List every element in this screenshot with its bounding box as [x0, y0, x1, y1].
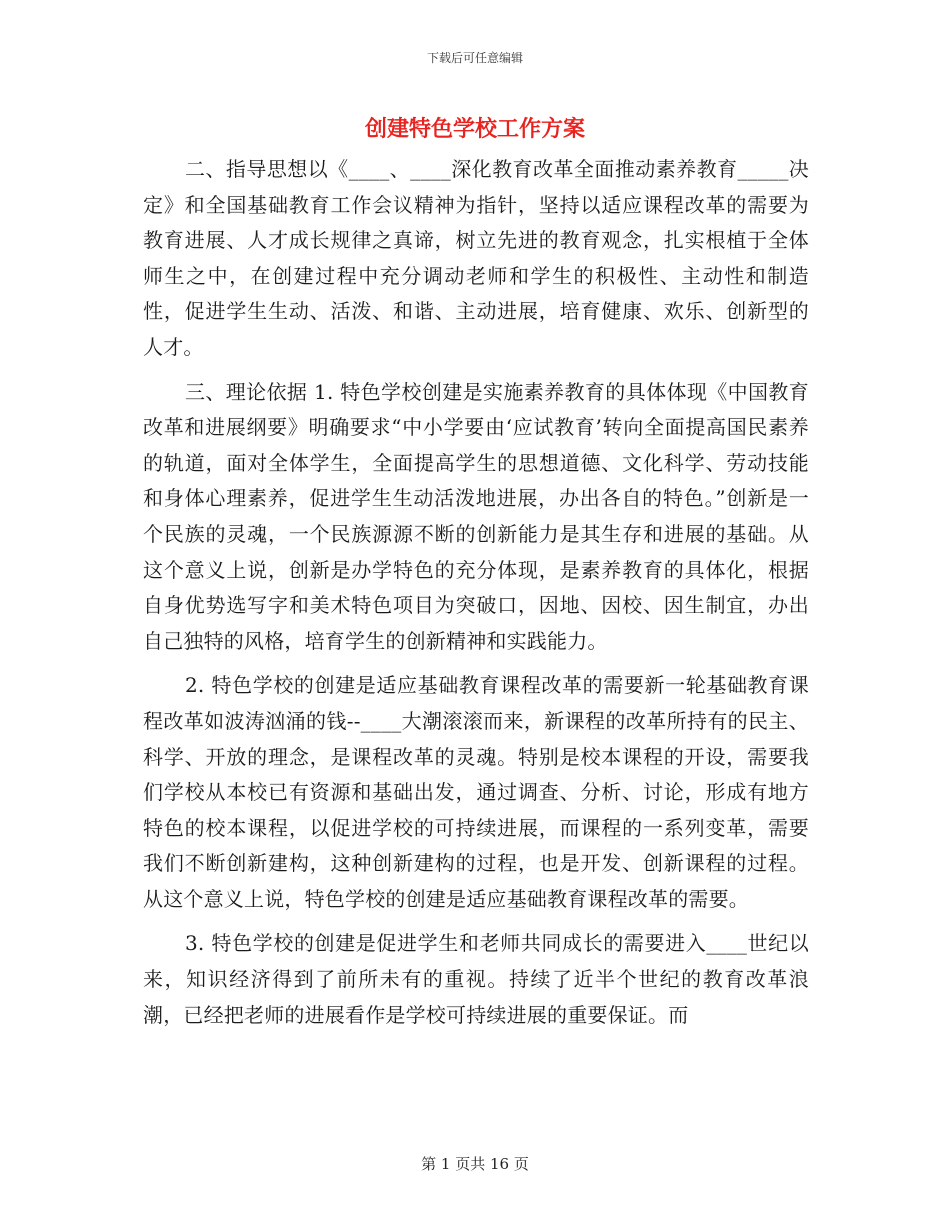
paragraph-guiding-ideology: 二、指导思想以《____、____深化教育改革全面推动素养教育_____决定》和全国基础教育工作会议精神为指针，坚持以适应课程改革的需要为教育进展、人才成长规律之真谛，树立先进的教育观念，扎实根植于全体师生之中，在创建过程中充分调动老师和学生的积极性、主动性和制造性，促进学生生动、活泼、和谐、主动进展，培育健康、欢乐、创新型的人才。 [143, 157, 809, 359]
paragraph-theoretical-basis: 三、理论依据 1. 特色学校创建是实施素养教育的具体体现《中国教育改革和进展纲要》明确要求“中小学要由‘应试教育’转向全面提高国民素养的轨道，面对全体学生，全面提高学生的思想道德、文化科学、劳动技能和身体心理素养，促进学生生动活泼地进展，办出各自的特色。”创新是一个民族的灵魂，一个民族源源不断的创新能力是其生存和进展的基础。从这个意义上说，创新是办学特色的充分体现，是素养教育的具体化，根据自身优势选写字和美术特色项目为突破口，因地、因校、因生制宜，办出自己独特的风格，培育学生的创新精神和实践能力。 [143, 379, 809, 653]
document-title: 创建特色学校工作方案 [364, 116, 585, 142]
paragraph-common-growth: 3. 特色学校的创建是促进学生和老师共同成长的需要进入____世纪以来，知识经济得到了前所未有的重视。持续了近半个世纪的教育改革浪潮，已经把老师的进展看作是学校可持续进展的重要保证。而 [143, 931, 809, 1027]
page-header: 下载后可任意编辑 [426, 51, 523, 65]
paragraph-curriculum-reform: 2. 特色学校的创建是适应基础教育课程改革的需要新一轮基础教育课程改革如波涛汹涌的钱--____大潮滚滚而来，新课程的改革所持有的民主、科学、开放的理念，是课程改革的灵魂。特别是校本课程的开设，需要我们学校从本校已有资源和基础出发，通过调查、分析、讨论，形成有地方特色的校本课程，以促进学校的可持续进展，而课程的一系列变革，需要我们不断创新建构，这种创新建构的过程，也是开发、创新课程的过程。从这个意义上说，特色学校的创建是适应基础教育课程改革的需要。 [143, 673, 809, 911]
page-footer: 第 1 页共 16 页 [421, 1155, 529, 1173]
document-body [143, 152, 809, 1042]
